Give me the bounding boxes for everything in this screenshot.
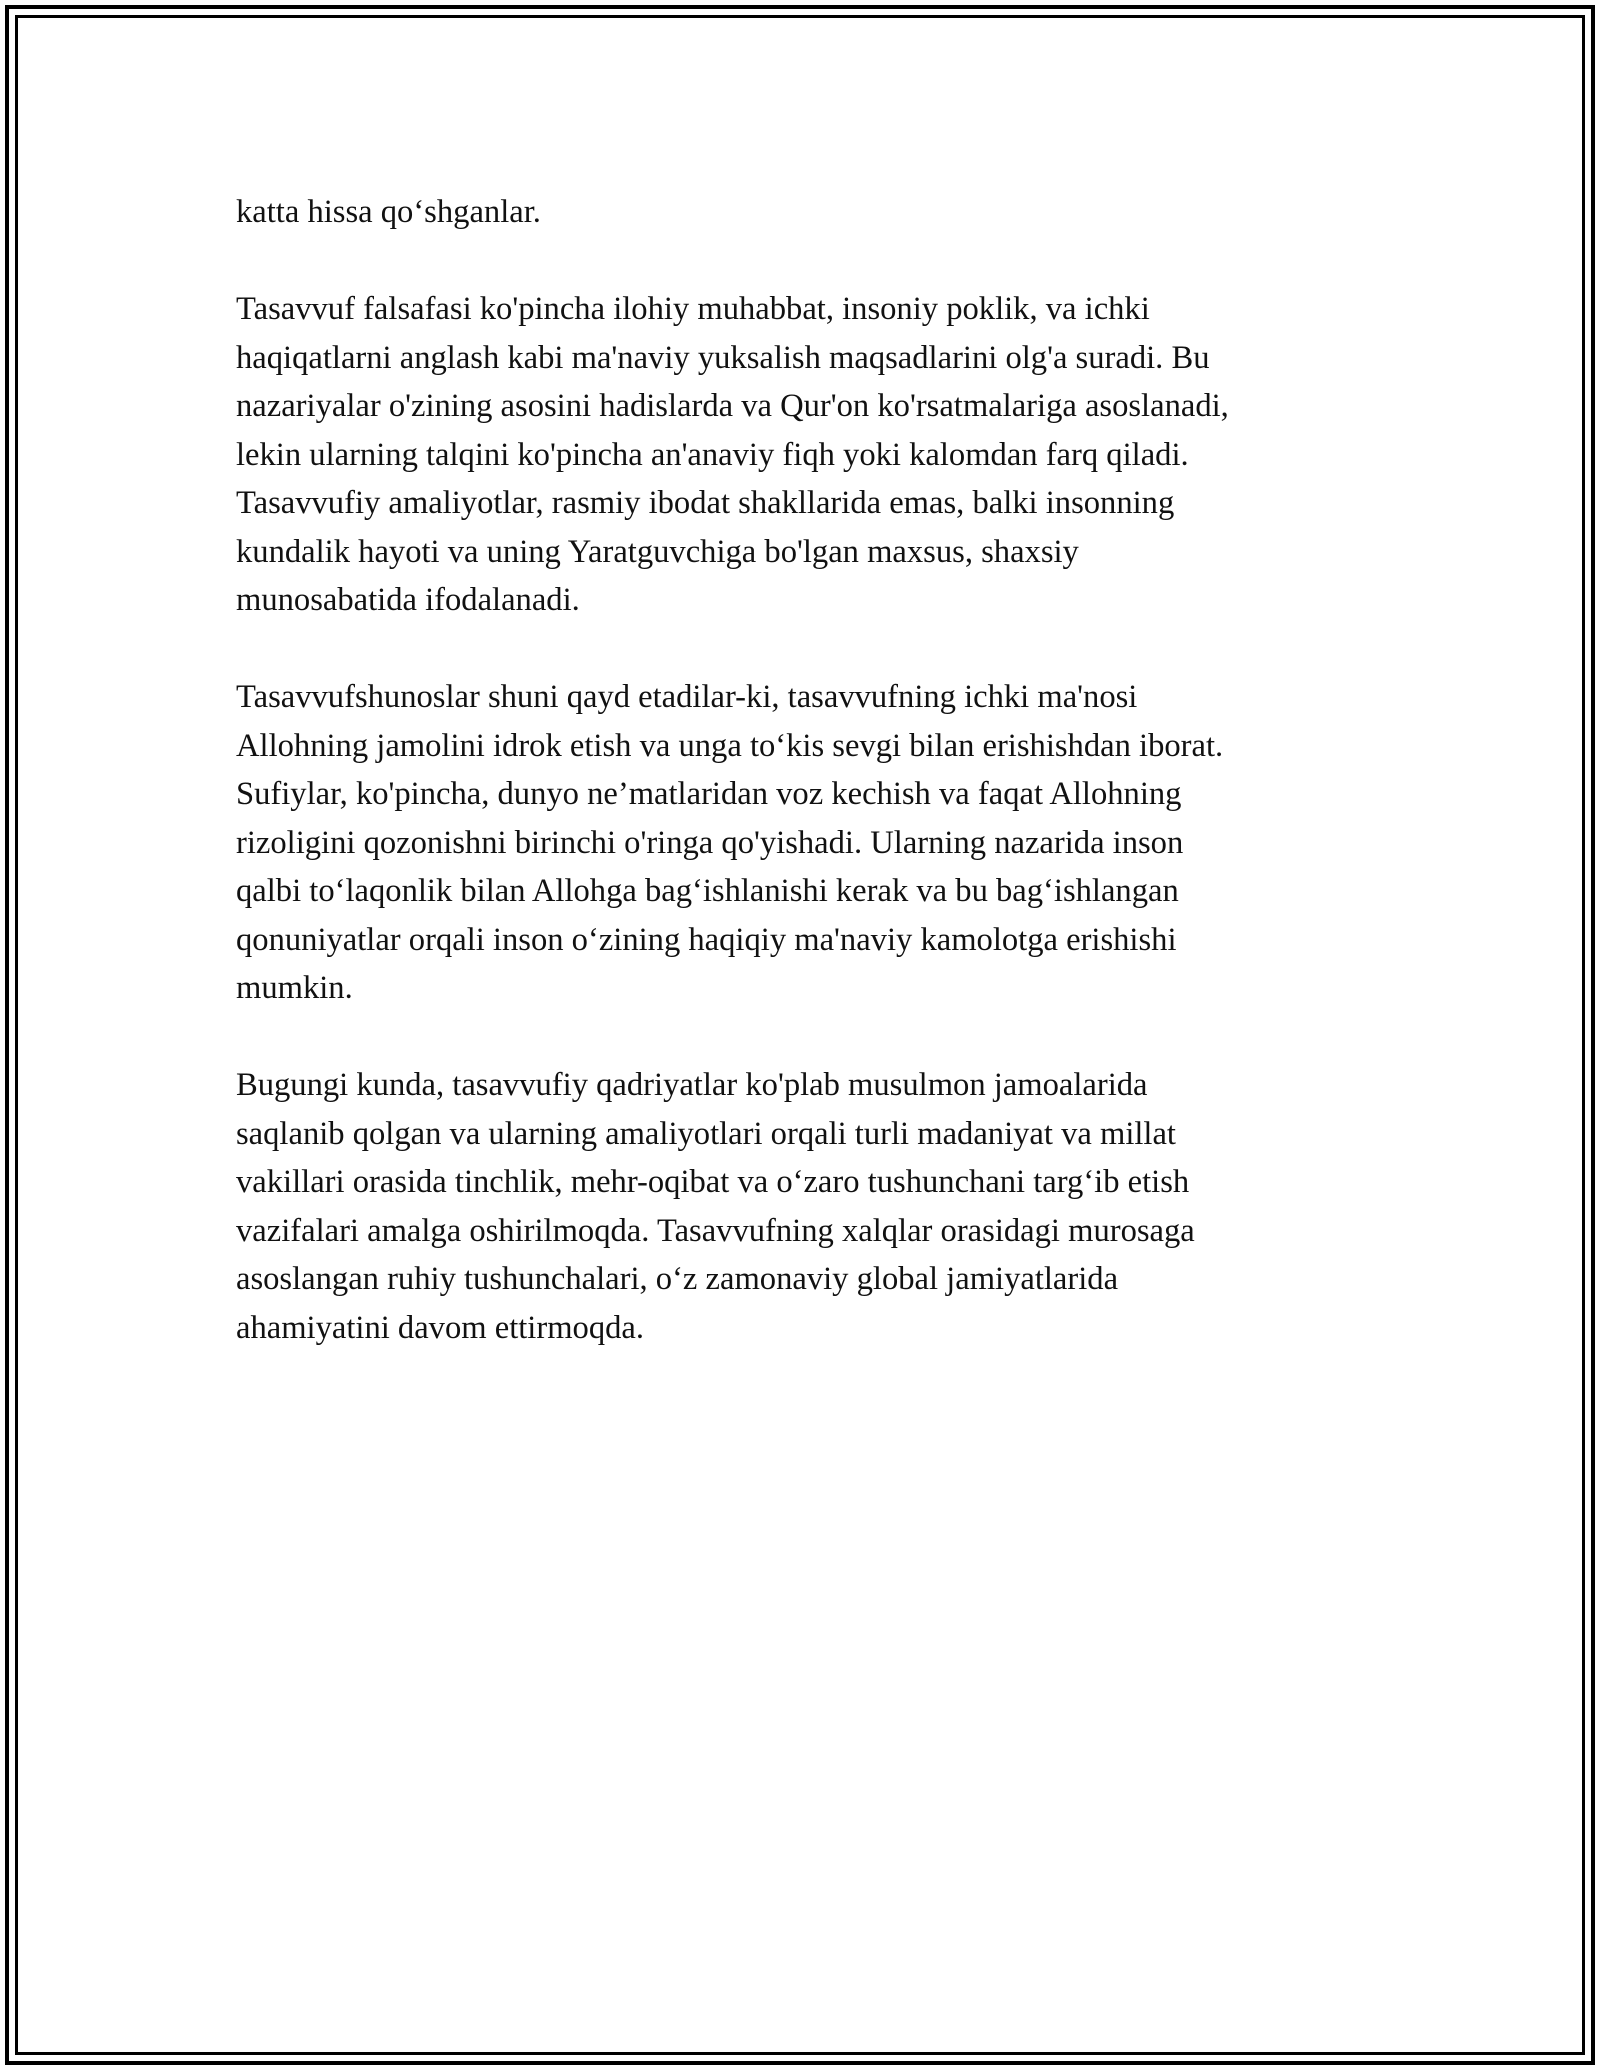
text-line: Tasavvuf falsafasi ko'pincha ilohiy muhabbat, insoniy poklik, va ichki: [236, 291, 1150, 327]
text-line: lekin ularning talqini ko'pincha an'anaviy fiqh yoki kalomdan farq qiladi.: [236, 436, 1189, 473]
paragraph-2: [236, 285, 1372, 625]
text-line: Tasavvufshunoslar shuni qayd etadilar-ki, tasavvufning ichki ma'nosi: [236, 679, 1138, 715]
text-line: nazariyalar o'zining asosini hadislarda va Qur'on ko'rsatmalariga asoslanadi,: [236, 388, 1229, 424]
text-line: asoslangan ruhiy tushunchalari, o‘z zamonaviy global jamiyatlarida: [236, 1261, 1119, 1297]
text-line: vazifalari amalga oshirilmoqda. Tasavvufning xalqlar orasidagi murosaga: [236, 1212, 1195, 1249]
text-line: qonuniyatlar orqali inson o‘zining haqiqiy ma'naviy kamolotga erishishi: [236, 921, 1177, 958]
text-line: Bugungi kunda, tasavvufiy qadriyatlar ko'plab musulmon jamoalarida: [236, 1067, 1148, 1103]
text-line: Tasavvufiy amaliyotlar, rasmiy ibodat shakllarida emas, balki insonning: [236, 485, 1175, 521]
paragraph-4: [236, 1061, 1372, 1352]
text-line: haqiqatlarni anglash kabi ma'naviy yuksalish maqsadlarini olg'a suradi. Bu: [236, 339, 1210, 376]
document-body: [236, 188, 1372, 1401]
text-line: rizoligini qozonishni birinchi o'ringa qo'yishadi. Ularning nazarida inson: [236, 824, 1184, 861]
text-line: vakillari orasida tinchlik, mehr-oqibat va o‘zaro tushunchani targ‘ib etish: [236, 1164, 1190, 1200]
text-line: Allohning jamolini idrok etish va unga to‘kis sevgi bilan erishishdan iborat.: [236, 727, 1224, 764]
text-line: Sufiylar, ko'pincha, dunyo ne’matlaridan voz kechish va faqat Allohning: [236, 776, 1182, 812]
text-line: kundalik hayoti va uning Yaratguvchiga bo'lgan maxsus, shaxsiy: [236, 533, 1079, 570]
text-line: munosabatida ifodalanadi.: [236, 582, 580, 618]
text-line: katta hissa qo‘shganlar.: [236, 194, 541, 230]
text-line: saqlanib qolgan va ularning amaliyotlari orqali turli madaniyat va millat: [236, 1115, 1176, 1152]
text-line: mumkin.: [236, 970, 353, 1006]
text-line: ahamiyatini davom ettirmoqda.: [236, 1309, 645, 1346]
text-line: qalbi to‘laqonlik bilan Allohga bag‘ishlanishi kerak va bu bag‘ishlangan: [236, 873, 1179, 909]
paragraph-3: [236, 673, 1372, 1013]
paragraph-1: [236, 188, 1372, 237]
